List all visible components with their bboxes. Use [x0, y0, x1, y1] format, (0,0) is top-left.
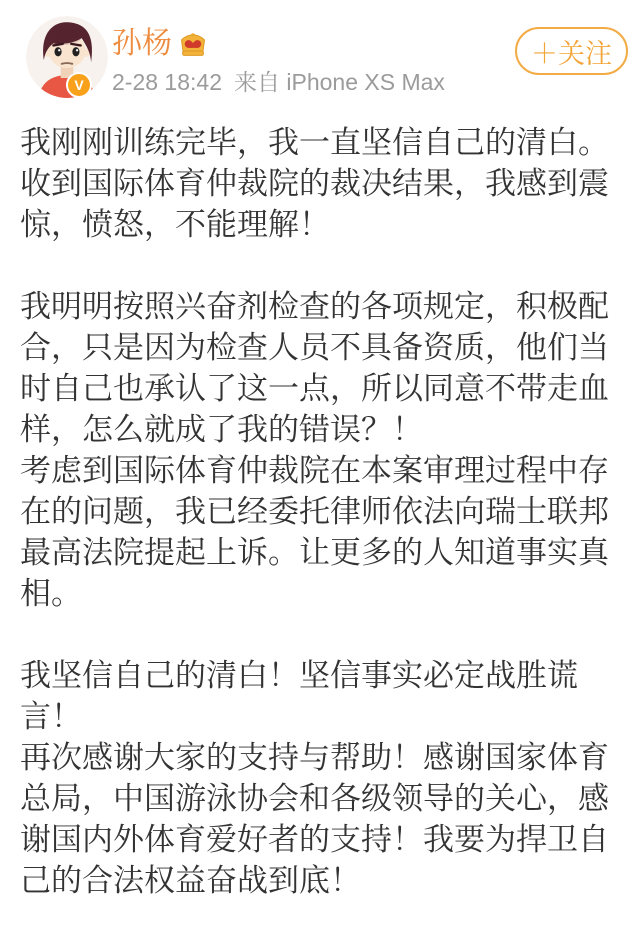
post-paragraph: 我明明按照兴奋剂检查的各项规定，积极配合，只是因为检查人员不具备资质，他们当时自己也承认了这一点，所以同意不带走血样，怎么就成了我的错误？！	[20, 289, 609, 447]
post-header	[0, 0, 640, 110]
post-paragraph: 再次感谢大家的支持与帮助！感谢国家体育总局，中国游泳协会和各级领导的关心，感谢国内外体育爱好者的支持！我要为捍卫自己的合法权益奋战到底！	[20, 740, 609, 898]
post-source: 来自 iPhone XS Max	[233, 69, 445, 95]
member-crown-icon	[179, 32, 207, 58]
post-paragraph: 我刚刚训练完毕，我一直坚信自己的清白。收到国际体育仲裁院的裁决结果，我感到震惊，愤怒，不能理解！	[20, 125, 609, 242]
verified-v-badge: V	[66, 72, 92, 98]
post-paragraph: 考虑到国际体育仲裁院在本案审理过程中存在的问题，我已经委托律师依法向瑞士联邦最高法院提起上诉。让更多的人知道事实真相。	[20, 453, 609, 611]
follow-button-label: 关注	[558, 38, 612, 69]
post-body-text	[0, 122, 640, 901]
user-name[interactable]: 孙杨	[112, 27, 172, 60]
post-timestamp: 2-28 18:42	[112, 69, 222, 95]
user-name-row	[112, 26, 207, 62]
post-meta	[112, 67, 445, 97]
user-avatar[interactable]	[26, 16, 108, 98]
post-paragraph: 我坚信自己的清白！坚信事实必定战胜谎言！	[20, 658, 578, 734]
follow-button[interactable]	[515, 27, 628, 75]
plus-icon: ＋	[531, 38, 558, 69]
